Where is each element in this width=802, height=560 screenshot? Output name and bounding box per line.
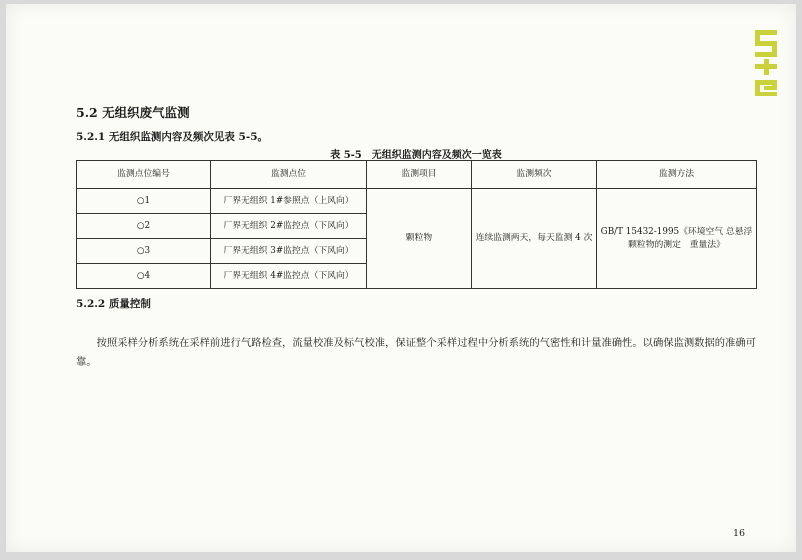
point-name: 厂界无组织 4#监控点（下风向） bbox=[211, 264, 367, 289]
page-number: 16 bbox=[733, 528, 746, 539]
point-name: 厂界无组织 3#监控点（下风向） bbox=[211, 239, 367, 264]
header-method: 监测方法 bbox=[597, 161, 757, 189]
header-item: 监测项目 bbox=[367, 161, 472, 189]
point-id: ○4 bbox=[77, 264, 211, 289]
table-row bbox=[77, 189, 757, 214]
header-point-id: 监测点位编号 bbox=[77, 161, 211, 189]
monitoring-method: GB/T 15432-1995《环境空气 总悬浮颗粒物的测定 重量法》 bbox=[597, 189, 757, 289]
monitoring-table bbox=[76, 160, 757, 289]
point-id: ○3 bbox=[77, 239, 211, 264]
monitoring-frequency: 连续监测两天，每天监测 4 次 bbox=[472, 189, 597, 289]
document-page bbox=[6, 4, 796, 552]
quality-control-title: 5.2.2 质量控制 bbox=[76, 298, 151, 310]
point-id: ○2 bbox=[77, 214, 211, 239]
monitoring-item: 颗粒物 bbox=[367, 189, 472, 289]
subsection-title: 5.2.1 无组织监测内容及频次见表 5-5。 bbox=[76, 131, 269, 143]
company-logo bbox=[751, 26, 781, 100]
point-name: 厂界无组织 2#监控点（下风向） bbox=[211, 214, 367, 239]
header-point: 监测点位 bbox=[211, 161, 367, 189]
point-name: 厂界无组织 1#参照点（上风向） bbox=[211, 189, 367, 214]
header-frequency: 监测频次 bbox=[472, 161, 597, 189]
table-caption: 表 5-5 无组织监测内容及频次一览表 bbox=[330, 150, 502, 161]
table-header-row bbox=[77, 161, 757, 189]
point-id: ○1 bbox=[77, 189, 211, 214]
quality-control-paragraph: 按照采样分析系统在采样前进行气路检查，流量校准及标气校准，保证整个采样过程中分析系统的气密性和计量准确性。以确保监测数据的准确可靠。 bbox=[76, 337, 756, 368]
section-title: 5.2 无组织废气监测 bbox=[76, 105, 190, 120]
